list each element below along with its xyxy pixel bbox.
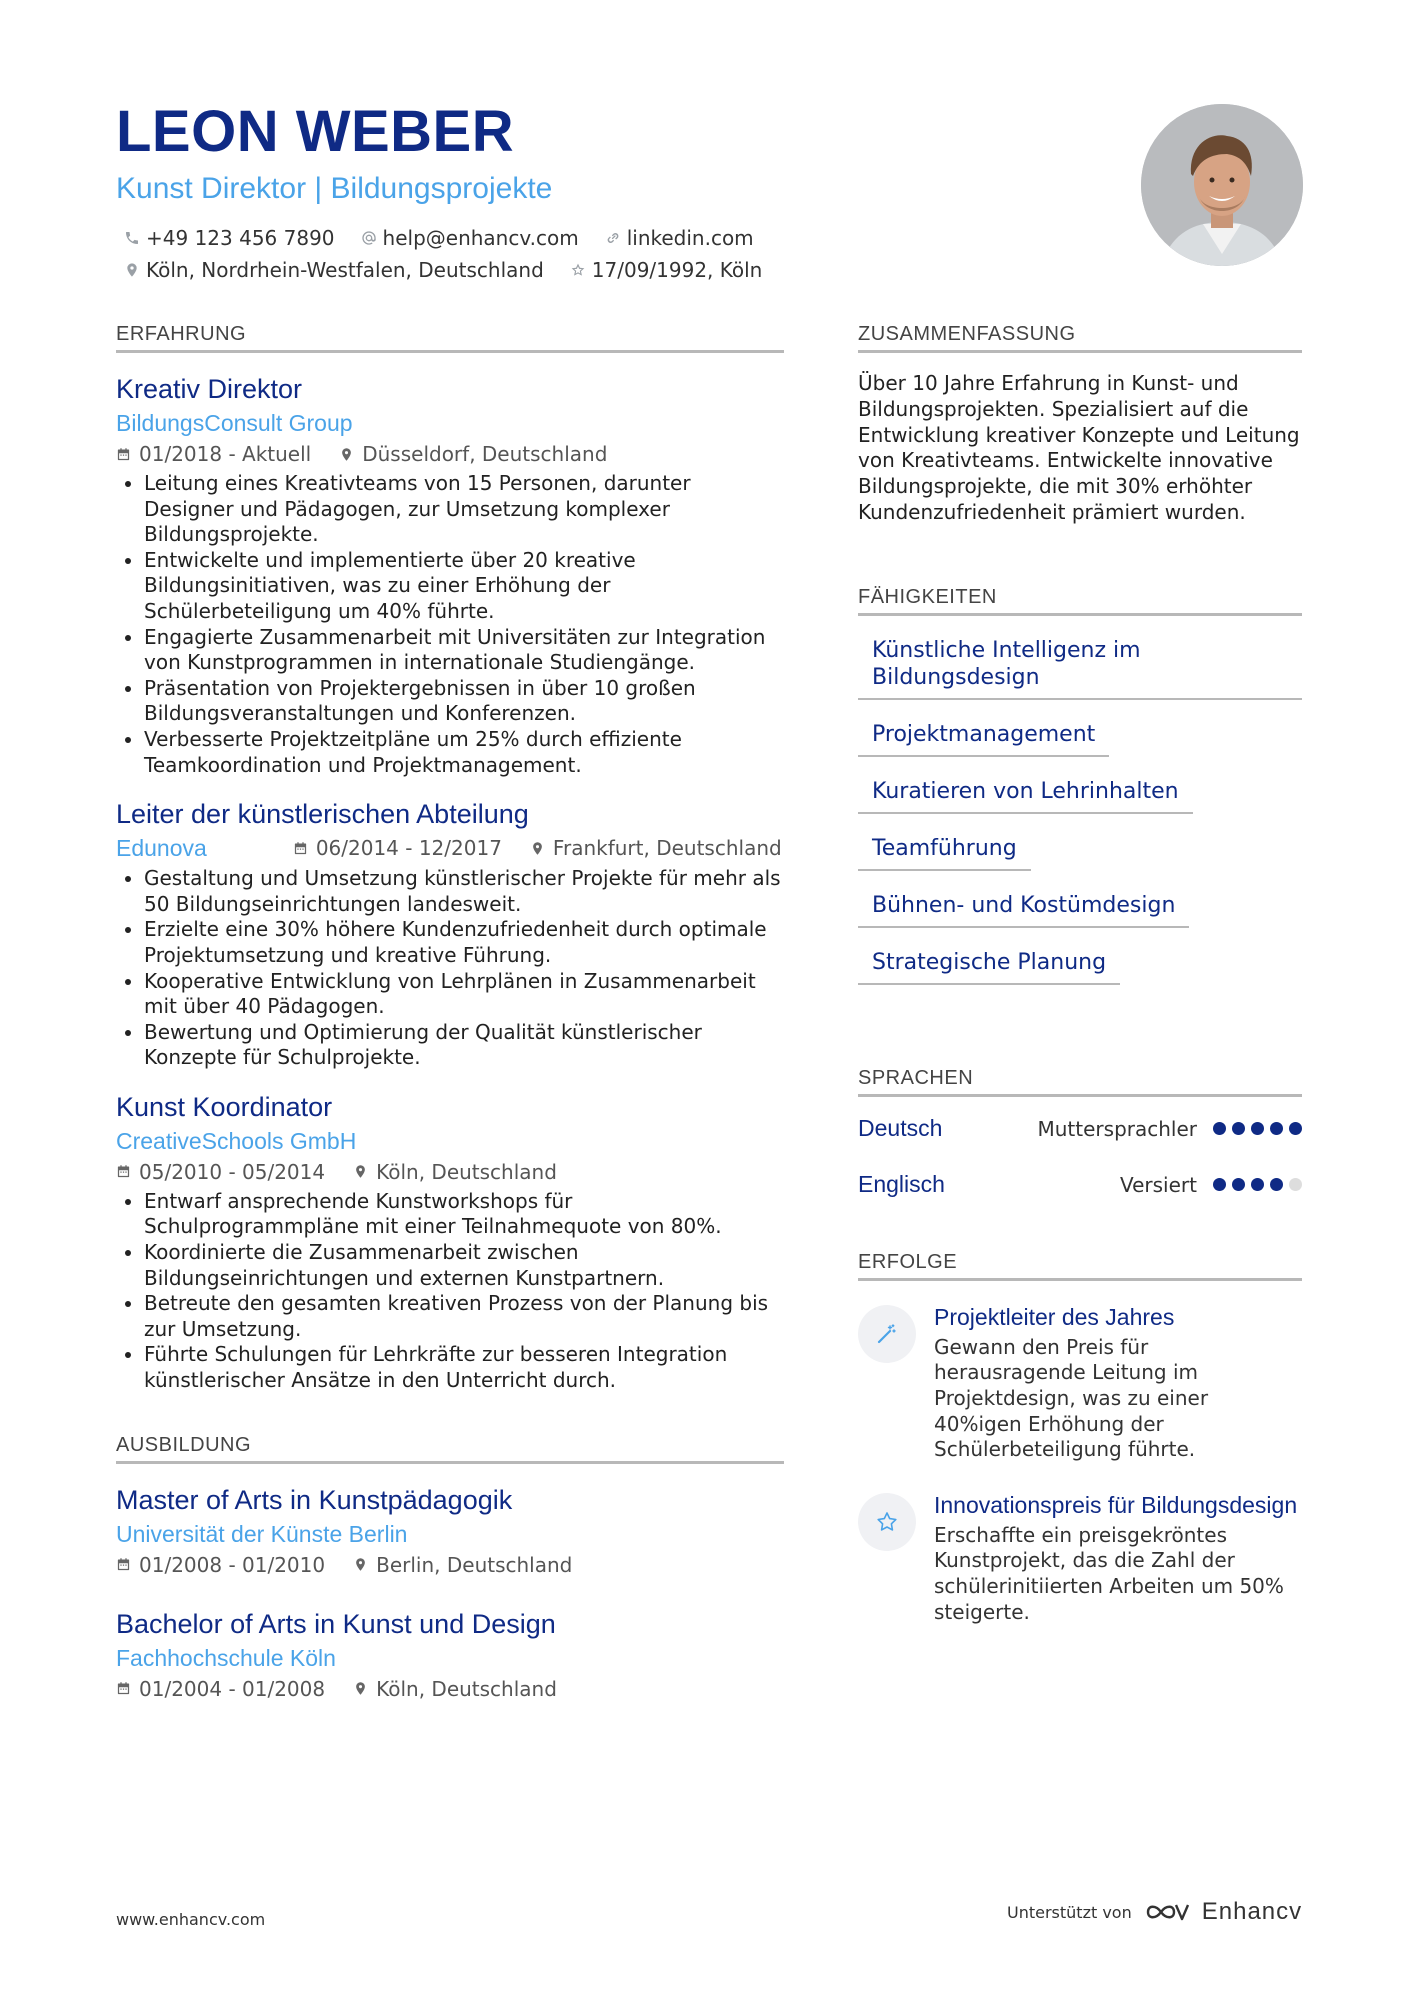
candidate-title: Kunst Direktor | Bildungsprojekte (116, 172, 553, 205)
bullet-item: • Leitung eines Kreativteams von 15 Personen, darunter Designer und Pädagogen, zur Umsetzung komplexer Bildungsprojekte. (144, 471, 784, 548)
contact-info (116, 222, 1016, 286)
profile-photo (1141, 104, 1303, 266)
birth-text: 17/09/1992, Köln (591, 258, 763, 282)
rating-dot (1251, 1178, 1264, 1191)
email-text: help@enhancv.com (382, 226, 579, 250)
achievement-item (858, 1303, 1302, 1463)
education-dates: 01/2008 - 01/2010 (139, 1552, 326, 1577)
bullet-item: • Engagierte Zusammenarbeit mit Universitäten zur Integration von Kunstprogrammen in internationale Studiengänge. (144, 625, 784, 676)
language-name: Deutsch (858, 1115, 943, 1142)
school-name: Fachhochschule Köln (116, 1644, 336, 1671)
linkedin-contact[interactable] (605, 226, 754, 250)
skill-tag: Projektmanagement (858, 718, 1109, 757)
footer-branding (1007, 1898, 1302, 1926)
job-location: Frankfurt, Deutschland (552, 836, 782, 861)
calendar-icon (116, 1164, 131, 1179)
job-dates: 06/2014 - 12/2017 (315, 836, 502, 861)
degree-title: Bachelor of Arts in Kunst und Design (116, 1608, 556, 1639)
left-column (116, 323, 784, 1722)
bullet-item: • Kooperative Entwicklung von Lehrplänen in Zusammenarbeit mit über 40 Pädagogen. (144, 969, 784, 1020)
job-bullets (116, 471, 784, 778)
candidate-name: LEON WEBER (116, 99, 515, 164)
skill-tag: Strategische Planung (858, 946, 1120, 985)
portrait-illustration (1141, 104, 1303, 266)
degree-title: Master of Arts in Kunstpädagogik (116, 1484, 513, 1515)
bullet-item: • Gestaltung und Umsetzung künstlerischer Projekte für mehr als 50 Bildungseinrichtungen landesweit. (144, 866, 784, 917)
rating-dot (1289, 1178, 1302, 1191)
phone-text: +49 123 456 7890 (146, 226, 335, 250)
calendar-icon (293, 841, 308, 856)
bullet-item: • Koordinierte die Zusammenarbeit zwischen Bildungseinrichtungen und externen Kunstpartnern. (144, 1240, 784, 1291)
header (116, 100, 1016, 286)
experience-entry (116, 371, 784, 778)
bullet-item: • Entwickelte und implementierte über 20 kreative Bildungsinitiativen, was zu einer Erhöhung der Schülerbeteiligung um 40% führte. (144, 548, 784, 625)
bullet-item: • Bewertung und Optimierung der Qualität künstlerischer Konzepte für Schulprojekte. (144, 1020, 784, 1071)
language-name: Englisch (858, 1171, 945, 1198)
education-meta (116, 1550, 784, 1580)
skills-heading: FÄHIGKEITEN (858, 586, 1302, 616)
achievement-title: Projektleiter des Jahres (934, 1303, 1175, 1330)
skill-tag: Bühnen- und Kostümdesign (858, 889, 1189, 928)
achievement-item (858, 1491, 1302, 1625)
skill-tag: Teamführung (858, 832, 1031, 871)
map-pin-icon (124, 262, 140, 278)
summary-heading: ZUSAMMENFASSUNG (858, 323, 1302, 353)
skill-tag: Künstliche Intelligenz im Bildungsdesign (858, 634, 1302, 700)
right-column (858, 323, 1302, 1653)
school-name: Universität der Künste Berlin (116, 1520, 408, 1547)
bullet-item: • Verbesserte Projektzeitpläne um 25% durch effiziente Teamkoordination und Projektmanagement. (144, 727, 784, 778)
achievement-desc: Gewann den Preis für herausragende Leitung im Projektdesign, was zu einer 40%igen Erhöhung der Schülerbeteiligung führte. (934, 1334, 1209, 1462)
calendar-icon (116, 1557, 131, 1572)
education-location: Berlin, Deutschland (376, 1552, 573, 1577)
rating-dot (1232, 1178, 1245, 1191)
education-dates: 01/2004 - 01/2008 (139, 1676, 326, 1701)
brand-name: Enhancv (1201, 1898, 1303, 1925)
job-role: Kunst Koordinator (116, 1091, 333, 1122)
education-meta (116, 1674, 784, 1704)
rating-dot (1251, 1122, 1264, 1135)
job-company: BildungsConsult Group (116, 410, 353, 436)
location-text: Köln, Nordrhein-Westfalen, Deutschland (146, 258, 544, 282)
education-entry (116, 1606, 784, 1704)
achievement-desc: Erschaffte ein preisgekröntes Kunstprojekt, das die Zahl der schülerinitiierten Arbeiten um 50% steigerte. (934, 1522, 1284, 1624)
experience-heading: ERFAHRUNG (116, 323, 784, 353)
email-contact[interactable] (361, 226, 579, 250)
job-bullets (116, 866, 784, 1071)
bullet-item: • Präsentation von Projektergebnissen in über 10 großen Bildungsveranstaltungen und Konferenzen. (144, 676, 784, 727)
map-pin-icon (530, 841, 545, 856)
birth-contact (570, 258, 763, 282)
link-icon (605, 230, 621, 246)
map-pin-icon (353, 1681, 368, 1696)
skills-list (858, 634, 1302, 1003)
phone-contact (124, 226, 335, 250)
language-rating (1213, 1122, 1302, 1135)
job-meta (116, 1157, 784, 1187)
linkedin-text: linkedin.com (626, 226, 754, 250)
job-meta (293, 833, 782, 863)
location-contact (124, 258, 544, 282)
bullet-item: • Erzielte eine 30% höhere Kundenzufriedenheit durch optimale Projektumsetzung und kreative Führung. (144, 917, 784, 968)
achievement-icon-wrap (858, 1305, 916, 1363)
powered-by-text: Unterstützt von (1007, 1902, 1132, 1922)
rating-dot (1232, 1122, 1245, 1135)
map-pin-icon (353, 1557, 368, 1572)
languages-heading: SPRACHEN (858, 1067, 1302, 1097)
job-role: Leiter der künstlerischen Abteilung (116, 799, 529, 830)
footer-website[interactable]: www.enhancv.com (116, 1910, 266, 1929)
skill-tag: Kuratieren von Lehrinhalten (858, 775, 1193, 814)
rating-dot (1213, 1122, 1226, 1135)
job-dates: 05/2010 - 05/2014 (139, 1159, 326, 1184)
job-company-meta (116, 832, 784, 864)
summary-text: Über 10 Jahre Erfahrung in Kunst- und Bildungsprojekten. Spezialisiert auf die Entwicklung kreativer Konzepte und Leitung von Kreativteams. Entwickelte innovative Bildungsprojekte, die mit 30% erhöhter Kundenzufriedenheit prämiert wurden. (858, 371, 1300, 524)
bullet-item: • Entwarf ansprechende Kunstworkshops für Schulprogrammpläne mit einer Teilnahmequote von 80%. (144, 1189, 784, 1240)
rating-dot (1270, 1178, 1283, 1191)
job-company: CreativeSchools GmbH (116, 1127, 357, 1154)
calendar-icon (116, 447, 131, 462)
star-icon (875, 1510, 899, 1534)
bullet-item: • Betreute den gesamten kreativen Prozess von der Planung bis zur Umsetzung. (144, 1291, 784, 1342)
experience-entry (116, 1089, 784, 1394)
achievement-title: Innovationspreis für Bildungsdesign (934, 1491, 1298, 1518)
education-heading: AUSBILDUNG (116, 1434, 784, 1464)
phone-icon (124, 230, 140, 246)
education-entry (116, 1482, 784, 1580)
language-rating (1213, 1178, 1302, 1191)
at-icon (361, 230, 377, 246)
job-dates: 01/2018 - Aktuell (139, 442, 312, 466)
rating-dot (1213, 1178, 1226, 1191)
rating-dot (1270, 1122, 1283, 1135)
job-location: Köln, Deutschland (376, 1159, 557, 1184)
education-location: Köln, Deutschland (376, 1676, 557, 1701)
job-company: Edunova (116, 835, 207, 862)
map-pin-icon (339, 447, 354, 462)
job-location: Düsseldorf, Deutschland (362, 442, 608, 466)
rating-dot (1289, 1122, 1302, 1135)
language-level: Muttersprachler (1037, 1116, 1197, 1141)
magic-wand-icon (875, 1322, 899, 1346)
experience-entry (116, 796, 784, 1071)
language-row (858, 1157, 1302, 1213)
job-role: Kreativ Direktor (116, 374, 303, 404)
job-meta (116, 439, 784, 469)
job-bullets (116, 1189, 784, 1394)
achievements-heading: ERFOLGE (858, 1251, 1302, 1281)
star-outline-icon (570, 262, 586, 278)
map-pin-icon (353, 1164, 368, 1179)
calendar-icon (116, 1681, 131, 1696)
language-level: Versiert (1119, 1172, 1197, 1197)
language-row (858, 1101, 1302, 1157)
enhancv-logo-icon (1144, 1899, 1190, 1925)
achievement-icon-wrap (858, 1493, 916, 1551)
bullet-item: • Führte Schulungen für Lehrkräfte zur besseren Integration künstlerischer Ansätze in den Unterricht durch. (144, 1342, 784, 1393)
